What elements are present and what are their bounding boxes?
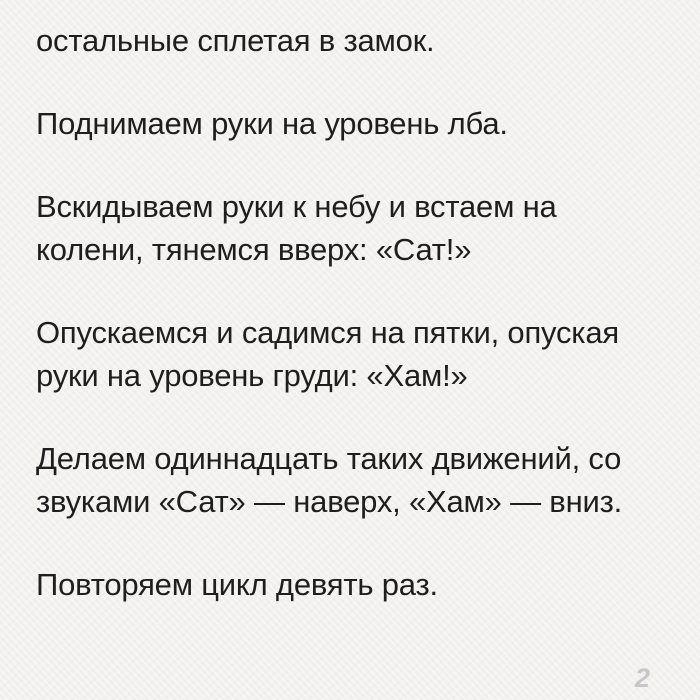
text-line: Поднимаем руки на уровень лба. bbox=[36, 106, 508, 141]
text-line: Повторяем цикл девять раз. bbox=[36, 567, 438, 602]
paragraph bbox=[36, 19, 680, 62]
paragraph bbox=[36, 437, 680, 523]
page-number: 2 bbox=[634, 663, 650, 693]
text-line: Опускаемся и садимся на пятки, опуская bbox=[36, 315, 619, 350]
text-line: колени, тянемся вверх: «Сат!» bbox=[36, 232, 472, 267]
paragraph bbox=[36, 102, 680, 145]
paragraph bbox=[36, 311, 680, 397]
text-line: руки на уровень груди: «Хам!» bbox=[36, 358, 468, 393]
text-line: звуками «Сат» — наверх, «Хам» — вниз. bbox=[36, 484, 623, 519]
text-line: Вскидываем руки к небу и встаем на bbox=[36, 189, 557, 224]
text-line: остальные сплетая в замок. bbox=[36, 23, 435, 58]
paragraph bbox=[36, 563, 680, 606]
text-line: Делаем одиннадцать таких движений, со bbox=[36, 441, 622, 476]
paragraph bbox=[36, 185, 680, 271]
